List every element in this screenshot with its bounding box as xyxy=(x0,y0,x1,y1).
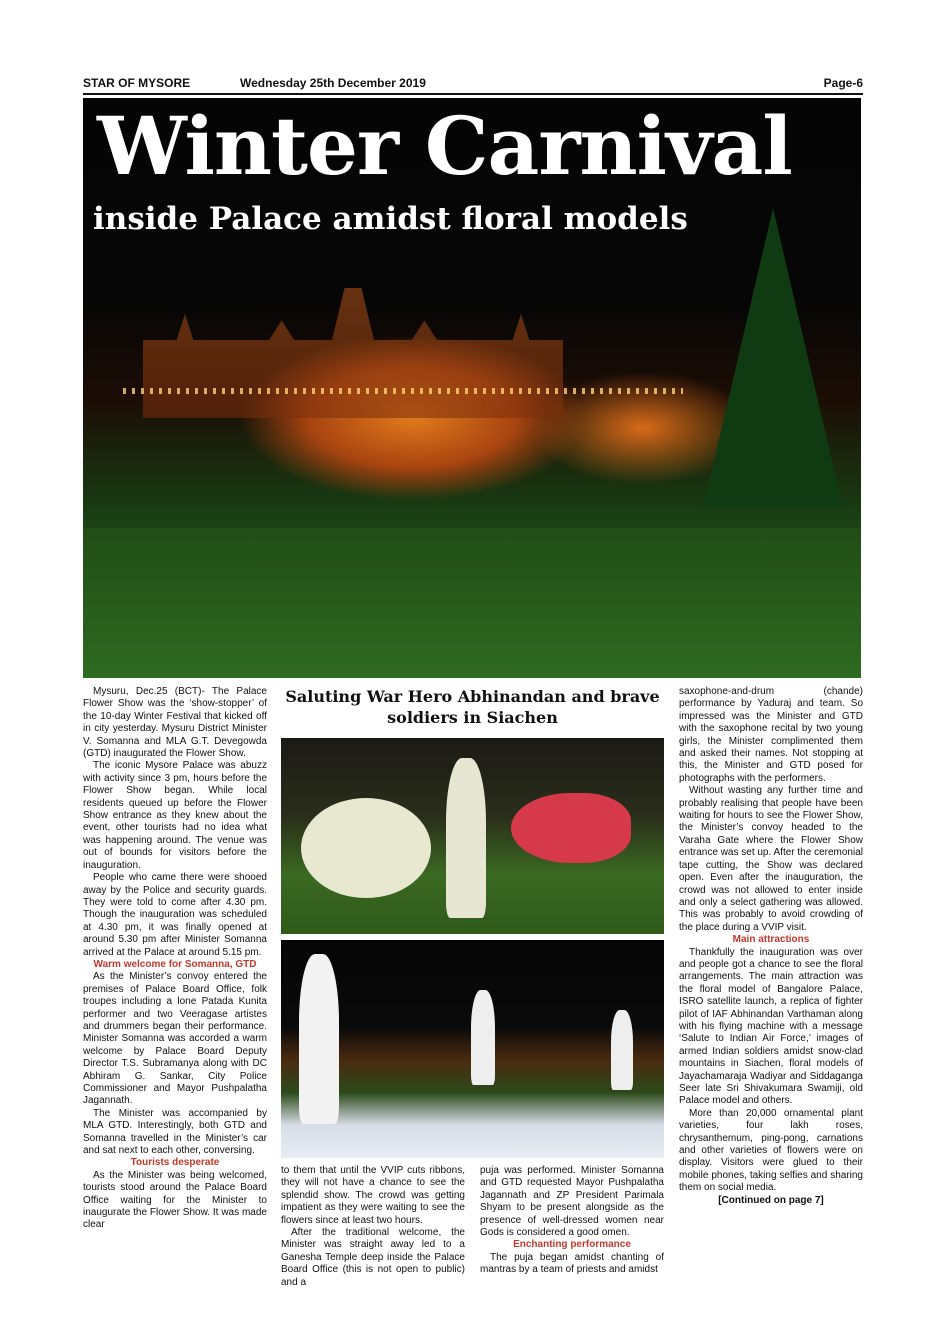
christmas-tree xyxy=(703,208,843,508)
continued-note: [Continued on page 7] xyxy=(718,1194,824,1206)
masthead xyxy=(83,76,863,92)
soldier-figure-3 xyxy=(611,1010,633,1090)
photo-abhinandan-floral-model xyxy=(281,738,664,934)
floral-aircraft xyxy=(301,798,431,898)
article-column-2a xyxy=(281,1165,465,1289)
paragraph: Mysuru, Dec.25 (BCT)- The Palace Flower Show was the ‘show-stopper’ of the 10-day Winter Festival that kicked off in city yesterday. Mysuru District Minister V. Somanna and MLA G.T. Devegowda (GTD) inaugurated the Flower Show. xyxy=(83,686,267,760)
paragraph: The puja began amidst chanting of mantras by a team of priests and amidst xyxy=(480,1251,664,1276)
paragraph: People who came there were shooed away by the Police and security guards. They were told to come after 4.30 pm. Though the inauguration was scheduled at 4.30 pm, it was finally opened at around 5.30 pm after Minister Somanna arrived at the Palace at around 5.15 pm. xyxy=(83,872,267,958)
page-number: Page-6 xyxy=(823,76,863,90)
subheading: Warm welcome for Somanna, GTD xyxy=(93,958,257,970)
palace-silhouette xyxy=(143,288,563,418)
article-column-3 xyxy=(679,686,863,1207)
paragraph: After the traditional welcome, the Minister was straight away led to a Ganesha Temple deep inside the Palace Board Office (this is not open to public) and a xyxy=(281,1227,465,1288)
paragraph: As the Minister’s convoy entered the premises of Palace Board Office, folk troupes including a lone Patada Kunita performer and two Veeragase artistes and drummers began their performance. Minister Somanna was accorded a warm welcome by Palace Board Deputy Director T.S. Subramanya along with DC Abhiram G. Sankar, City Police Commissioner and Mayor Pushpalatha Jagannath. xyxy=(83,971,267,1107)
soldier-figure-1 xyxy=(299,954,339,1124)
palace-lights xyxy=(123,388,683,394)
article-column-2b xyxy=(480,1165,664,1277)
paper-name: STAR OF MYSORE xyxy=(83,76,191,90)
article-column-1 xyxy=(83,686,267,1232)
side-story-headline: Saluting War Hero Abhinandan and brave soldiers in Siachen xyxy=(285,687,660,727)
paragraph: Thankfully the inauguration was over and people got a chance to see the floral arrangements. The main attraction was the floral model of Bangalore Palace, ISRO satellite launch, a replica of fighter pilot of IAF Abhinandan Varthaman along with his flying machine with a message ‘Salute to Indian Air Force,’ images of armed Indian soldiers amidst snow-clad mountains in Siachen, floral models of Jayachamaraja Wadiyar and Siddaganga Seer late Sri Shivakumara Swamiji, old Palace model and others. xyxy=(679,946,863,1107)
paragraph: saxophone-and-drum (chande) performance by Yaduraj and team. So impressed was the Minister and GTD with the saxophone recital by two young girls, the Minister complimented them and asked their names. Not stopping at this, the Minister and GTD posed for photographs with the performers. xyxy=(679,686,863,784)
issue-date: Wednesday 25th December 2019 xyxy=(240,76,426,90)
masthead-rule xyxy=(83,93,863,95)
subheading: Enchanting performance xyxy=(513,1239,631,1251)
soldier-figure-2 xyxy=(471,990,495,1085)
paragraph: More than 20,000 ornamental plant varieties, four lakh roses, chrysanthemum, ping-pong, carnations and other varieties of flowers were on display. Visitors were glued to their mobile phones, taking selfies and sharing them on social media. xyxy=(679,1107,863,1194)
paragraph: puja was performed. Minister Somanna and GTD requested Mayor Pushpalatha Jagannath and ZP President Parimala Shyam to be present alongside as the presence of well-dressed women near Gods is considered a good omen. xyxy=(480,1165,664,1239)
flower-lawn xyxy=(83,528,861,678)
headline-subtitle: inside Palace amidst floral models xyxy=(93,201,688,237)
subheading: Tourists desperate xyxy=(130,1157,220,1169)
paragraph: The Minister was accompanied by MLA GTD. Interestingly, both GTD and Somanna travelled in the Minister’s car and sat next to each other, conversing. xyxy=(83,1107,267,1157)
subheading: Main attractions xyxy=(732,934,810,946)
paragraph: The iconic Mysore Palace was abuzz with activity since 3 pm, hours before the Flower Show began. While local residents queued up before the Flower Show entrance as they knew about the event, other tourists had no idea what was happening around. The venue was out of bounds for visitors before the inauguration. xyxy=(83,760,267,871)
paragraph: Without wasting any further time and probably realising that people have been waiting for hours to see the Flower Show, the Minister’s convoy headed to the Varaha Gate where the Flower Show entrance was set up. After the ceremonial tape cutting, the Show was declared open. Even after the inauguration, the crowd was not allowed to enter inside and only a select gathering was allowed. This was probably to avoid crowding of the place during a VVIP visit. xyxy=(679,785,863,933)
paragraph: to them that until the VVIP cuts ribbons, they will not have a chance to see the splendid show. The crowd was getting impatient as they were waiting to see the flowers since at least two hours. xyxy=(281,1165,465,1226)
headline-title: Winter Carnival xyxy=(97,99,792,193)
floral-pilot-figure xyxy=(446,758,486,918)
paragraph: As the Minister was being welcomed, tourists stood around the Palace Board Office waiting for the Minister to inaugurate the Flower Show. It was made clear xyxy=(83,1169,267,1231)
photo-siachen-soldiers xyxy=(281,940,664,1158)
hero-photo-palace xyxy=(83,98,861,678)
floral-fighter-jet xyxy=(511,793,631,863)
